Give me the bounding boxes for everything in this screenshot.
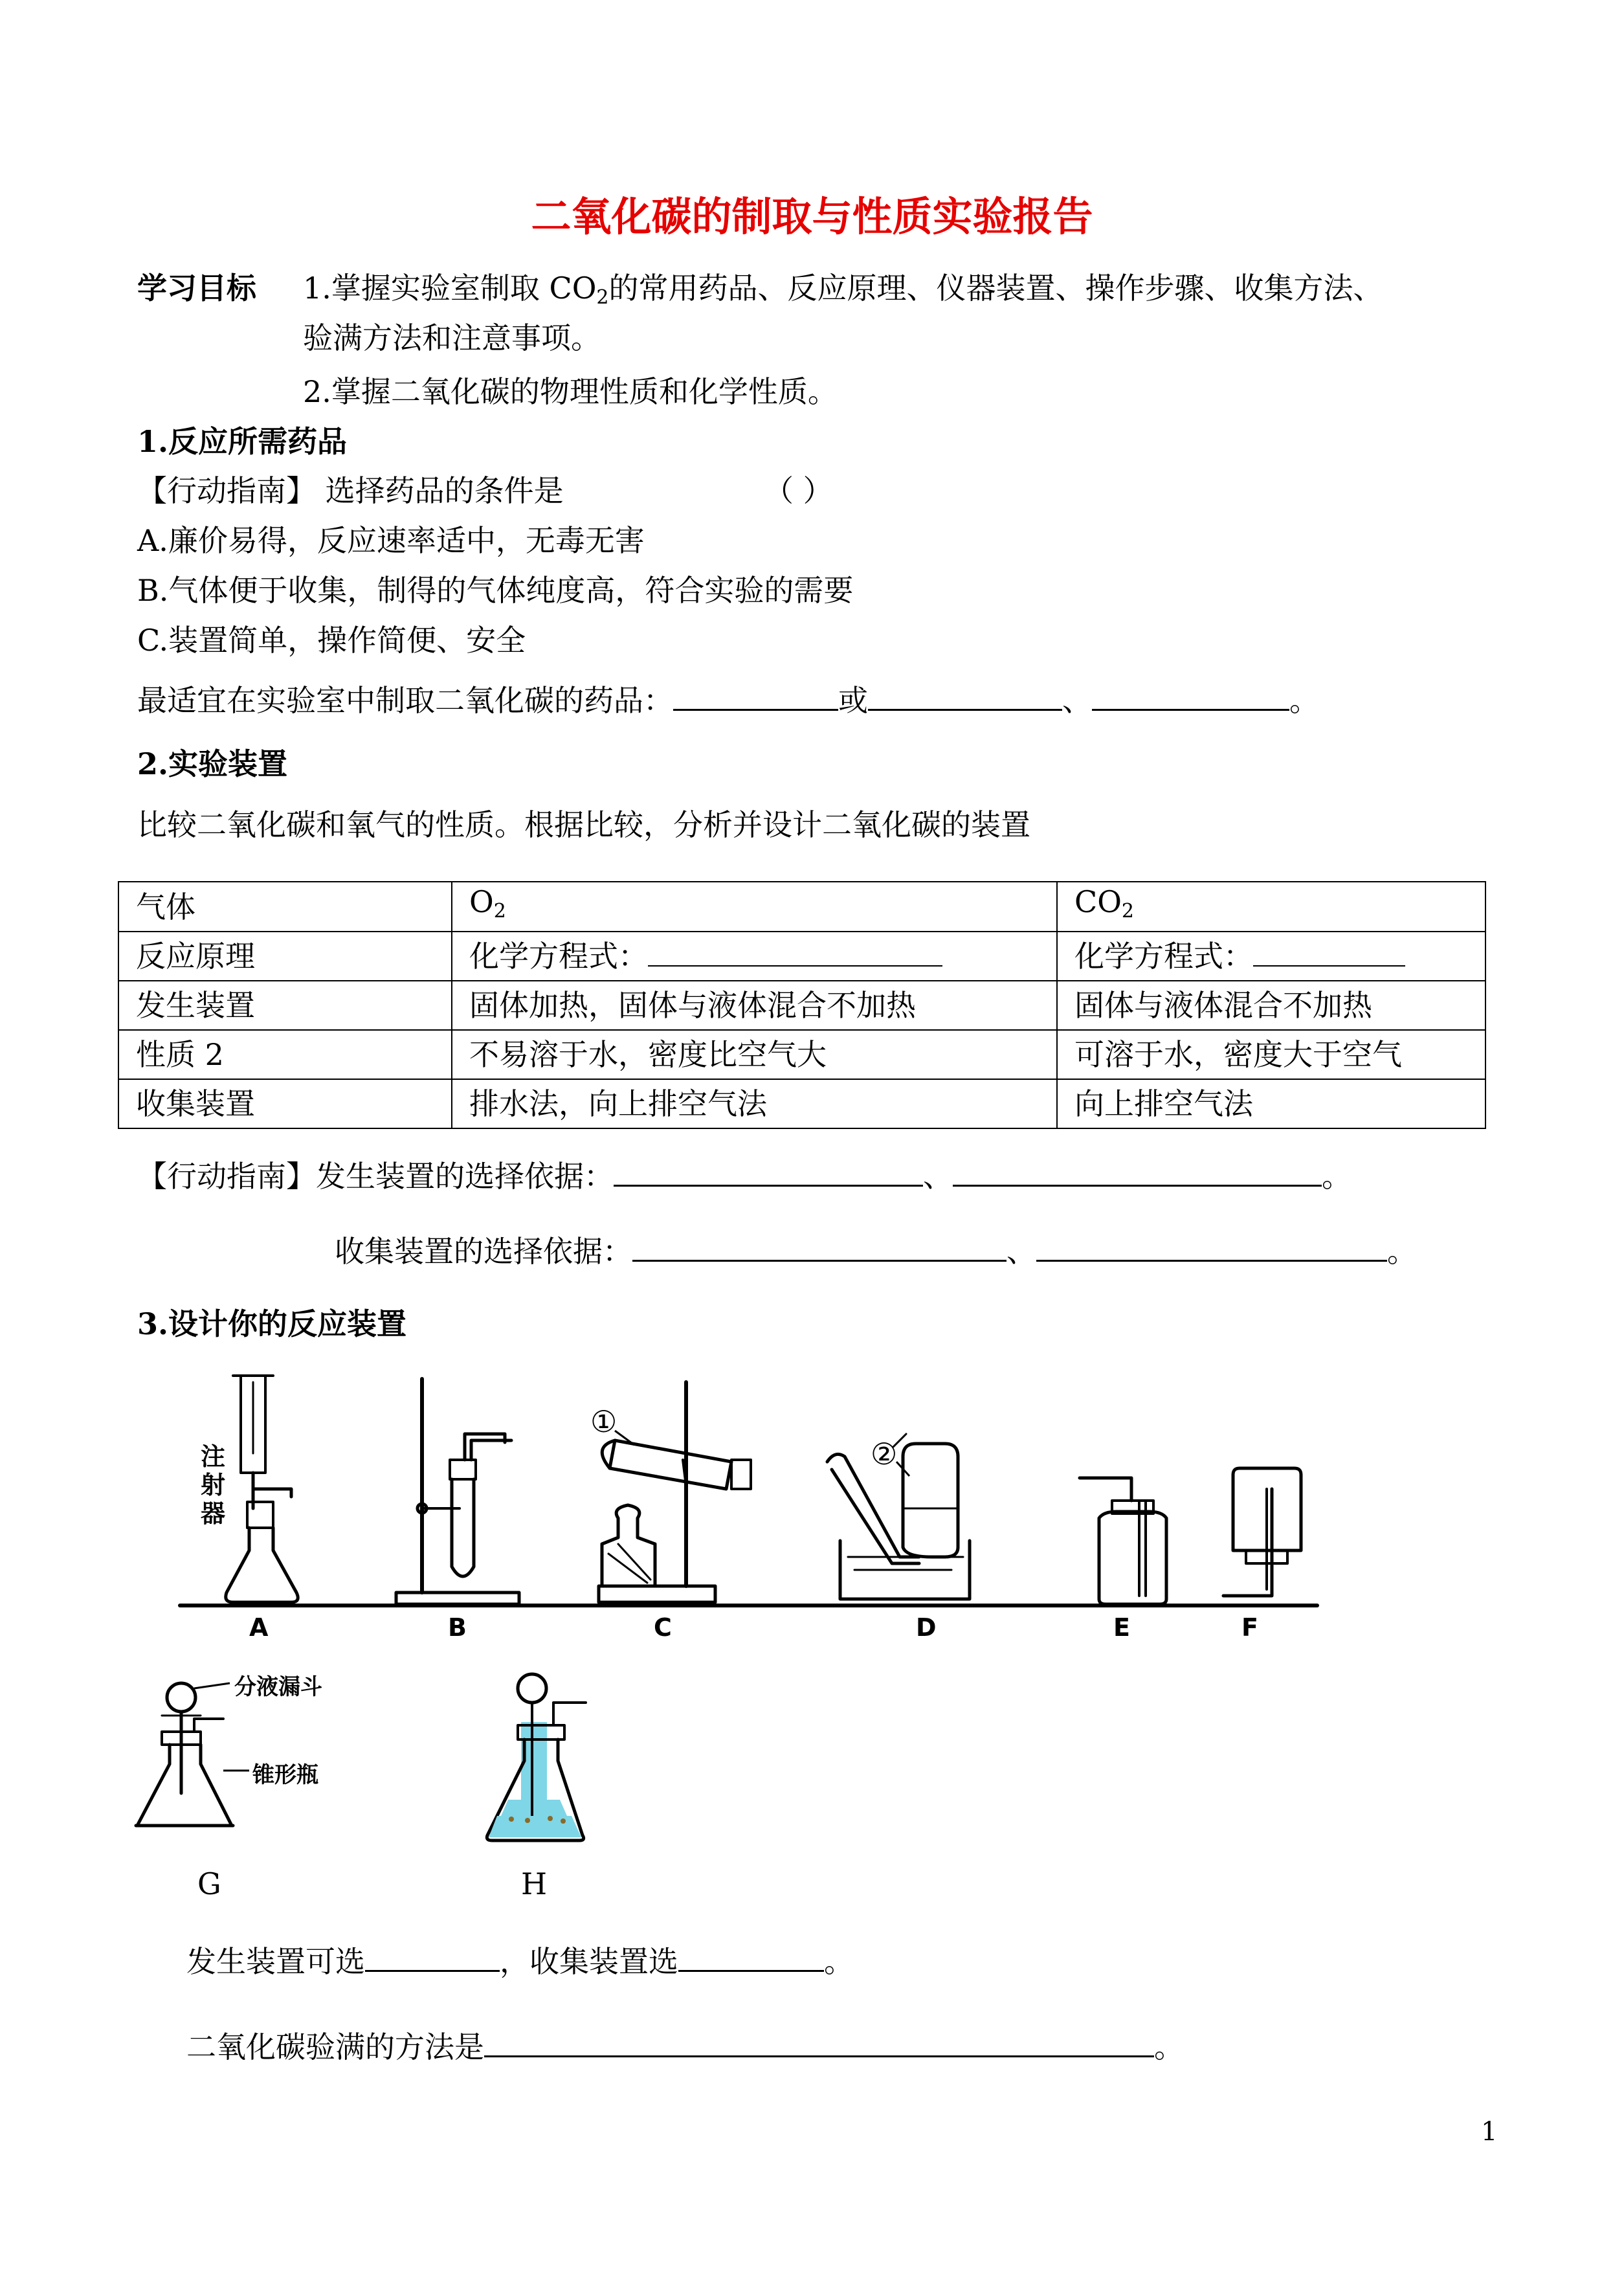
table-cell: 排水法，向上排空气法: [452, 1079, 1057, 1128]
apparatus-g: [136, 1683, 233, 1826]
apparatus-b: [396, 1379, 519, 1604]
table-cell: 不易溶于水，密度比空气大: [452, 1030, 1057, 1079]
table-cell: 反应原理: [118, 932, 452, 981]
collector-choice-blank[interactable]: [678, 1944, 824, 1972]
section-1-heading: 1.反应所需药品: [137, 424, 348, 459]
table-cell: 化学方程式：: [452, 932, 1057, 981]
table-cell: 固体加热，固体与液体混合不加热: [452, 981, 1057, 1030]
table-cell: $O_2$: [452, 882, 1057, 932]
goal-1-line-a: 1.掌握实验室制取 $CO_2$的常用药品、反应原理、仪器装置、操作步骤、收集方法、: [303, 271, 1383, 309]
syringe-label: 注 射 器: [201, 1442, 226, 1528]
section-2-heading: 2.实验装置: [137, 746, 288, 781]
section-3-heading: 3.设计你的反应装置: [137, 1306, 407, 1341]
goals-label: 学习目标: [137, 271, 256, 306]
table-cell: 发生装置: [118, 981, 452, 1030]
apparatus-c: [599, 1382, 751, 1602]
table-cell: 可溶于水，密度大于空气: [1057, 1030, 1485, 1079]
generator-choice-blank[interactable]: [365, 1944, 500, 1972]
flask-label: 锥形瓶: [252, 1762, 318, 1788]
full-test-blank[interactable]: [484, 2030, 1154, 2057]
s2-guide-collector: 收集装置的选择依据： 、 。: [335, 1234, 1417, 1269]
answer-paren: （ ）: [764, 473, 833, 508]
circle-2-marker: ②: [871, 1437, 898, 1471]
label-a: A: [249, 1613, 269, 1642]
goal-2: 2.掌握二氧化碳的物理性质和化学性质。: [303, 374, 838, 409]
table-cell: 化学方程式：: [1057, 932, 1485, 981]
table-cell: 固体与液体混合不加热: [1057, 981, 1485, 1030]
label-e: E: [1113, 1613, 1130, 1642]
apparatus-e: [1080, 1478, 1166, 1604]
s2-guide-generator: 【行动指南】发生装置的选择依据： 、 。: [137, 1159, 1351, 1194]
table-cell: 气体: [118, 882, 452, 932]
label-b: B: [448, 1613, 467, 1642]
page-title: 二氧化碳的制取与性质实验报告: [531, 193, 1093, 240]
full-test-line: 二氧化碳验满的方法是 。: [186, 2030, 1184, 2064]
goal-1-line-b: 验满方法和注意事项。: [303, 320, 601, 355]
circle-1-marker: ①: [590, 1404, 617, 1439]
s1-guide: 【行动指南】 选择药品的条件是: [137, 473, 564, 508]
apparatus-h: [487, 1674, 586, 1840]
liquid-fill: [489, 1816, 581, 1837]
funnel-label: 分液漏斗: [234, 1674, 322, 1700]
table-cell: 向上排空气法: [1057, 1079, 1485, 1128]
s2-intro: 比较二氧化碳和氧气的性质。根据比较，分析并设计二氧化碳的装置: [137, 807, 1030, 842]
apparatus-f: [1223, 1468, 1301, 1596]
apparatus-a: [226, 1376, 298, 1602]
table-cell: 收集装置: [118, 1079, 452, 1128]
reagent-fill-line: 最适宜在实验室中制取二氧化碳的药品： 或 、 。: [137, 683, 1319, 718]
label-d: D: [916, 1613, 937, 1642]
table-cell: $CO_2$: [1057, 882, 1485, 932]
option-b: B.气体便于收集，制得的气体纯度高，符合实验的需要: [137, 573, 854, 608]
table-cell: 性质 2: [118, 1030, 452, 1079]
option-a: A.廉价易得，反应速率适中，无毒无害: [137, 523, 645, 558]
page-number: 1: [1481, 2117, 1498, 2147]
label-h: H: [521, 1866, 548, 1901]
label-f: F: [1241, 1613, 1258, 1642]
label-c: C: [654, 1613, 672, 1642]
apparatus-d: [827, 1434, 970, 1599]
option-c: C.装置简单，操作简便、安全: [137, 623, 526, 658]
label-g: G: [197, 1866, 221, 1901]
device-choice-line: 发生装置可选 ，收集装置选 。: [186, 1944, 854, 1979]
